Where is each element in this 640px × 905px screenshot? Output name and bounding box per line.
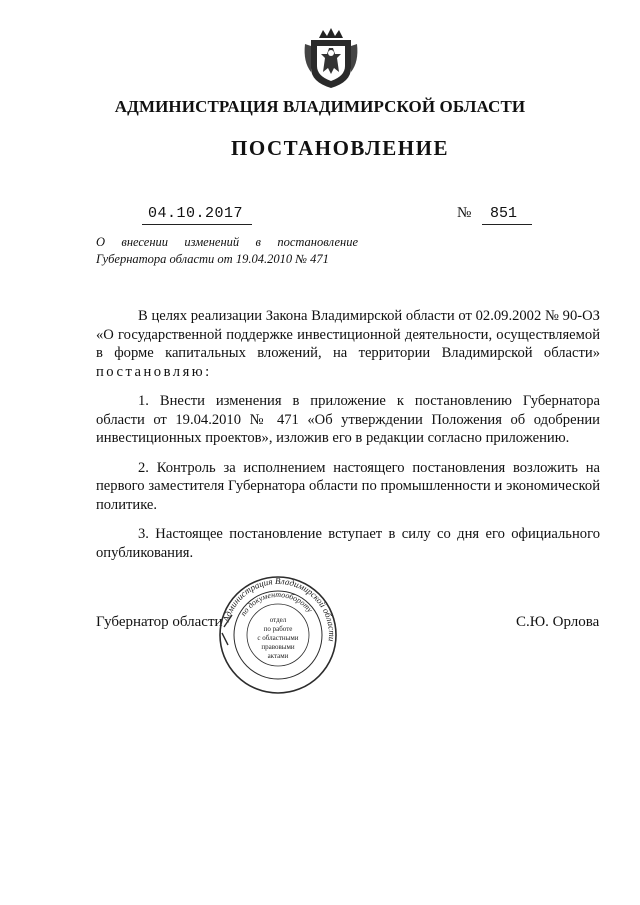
number-underline: [482, 224, 532, 225]
stamp-outer-text: Администрация Владимирской области: [220, 575, 338, 642]
document-date: 04.10.2017: [148, 205, 244, 222]
signatory-position: Губернатор области: [96, 614, 223, 630]
stamp-line-2: по работе: [263, 625, 293, 633]
stamp-ring-text: по документообороту: [238, 589, 315, 618]
signatory-name: С.Ю. Орлова: [516, 614, 600, 630]
stamp-line-5: актами: [267, 652, 289, 660]
subject-line-2: Губернатора области от 19.04.2010 № 471: [96, 252, 329, 266]
document-body: [96, 307, 600, 573]
item-3-paragraph: 3. Настоящее постановление вступает в силу со дня его официального опубликования.: [96, 526, 600, 561]
item-2-paragraph: 2. Контроль за исполнением настоящего постановления возложить на первого заместителя Губернатора области по промышленности и экономической политике.: [96, 459, 600, 513]
official-stamp-icon: [218, 575, 338, 695]
number-sign: №: [457, 205, 472, 221]
date-underline: [142, 224, 252, 225]
item-1-paragraph: 1. Внести изменения в приложение к постановлению Губернатора области от 19.04.2010 № 471 «Об утверждении Положения об одобрении инвестиционных проектов», изложив его в редакции согласно приложению.: [96, 393, 600, 446]
document-number: 851: [490, 205, 518, 222]
stamp-line-3: с областными: [257, 634, 299, 642]
stamp-line-1: отдел: [269, 616, 287, 624]
document-type-title: ПОСТАНОВЛЕНИЕ: [231, 136, 449, 160]
preamble-paragraph: [96, 307, 600, 381]
preamble-text: В целях реализации Закона Владимирской области от 02.09.2002 № 90-ОЗ «О государственной поддержке инвестиционной деятельности, осуществляемой в форме капитальных вложений, на территории Владимирской области»: [96, 308, 600, 361]
organization-name: АДМИНИСТРАЦИЯ ВЛАДИМИРСКОЙ ОБЛАСТИ: [114, 97, 526, 116]
document-subject: [96, 234, 358, 268]
stamp-line-4: правовыми: [261, 643, 295, 651]
subject-line-1: О внесении изменений в постановление: [96, 235, 358, 249]
coat-of-arms-icon: [303, 28, 359, 90]
resolution-word: постановляю:: [96, 363, 212, 380]
